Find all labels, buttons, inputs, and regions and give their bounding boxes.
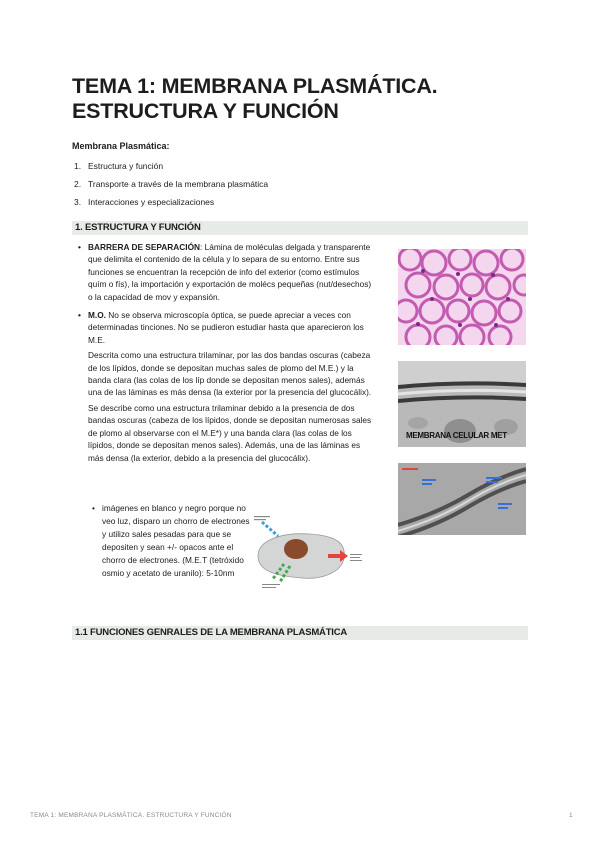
image-caption-met: MEMBRANA CELULAR MET: [406, 431, 507, 440]
toc-item: 1. Estructura y función: [74, 161, 164, 171]
toc-item: 2. Transporte a través de la membrana plasmática: [74, 179, 269, 189]
membrana-annotated-image: [398, 463, 526, 535]
section-heading-funciones: 1.1 FUNCIONES GENRALES DE LA MEMBRANA PLASMÁTICA: [72, 626, 528, 640]
page-title: [72, 74, 532, 124]
paragraph-trilaminar-1: Descrita como una estructura trilaminar, por las dos bandas oscuras (cabeza de los lípidos, donde se depositan muchas sales de plomo del M.E.) y la banda clara (las colas de los líp donde se depositan menos sales), además una de las láminas es más densa (la exterior por la presencia del glucocálix).: [88, 350, 372, 398]
intro-heading: Membrana Plasmática:: [72, 141, 170, 151]
toc-item: 3. Interacciones y especializaciones: [74, 197, 215, 207]
bullet-barrera: • BARRERA DE SEPARACIÓN: Lámina de moléculas delgada y transparente que delimita el contenido de la célula y lo separa de su entorno. Entre sus funciones se encuentran la recepción de info del exterior (como estímulos quím o fís), la importación y exportación de molécs pequeñas (nut/desechos) o la capacidad de mov y expansión.: [78, 241, 378, 303]
title-line-1: TEMA 1: MEMBRANA PLASMÁTICA.: [72, 74, 438, 98]
section-body: [78, 241, 378, 464]
paragraph-trilaminar-2: Se describe como una estructura trilaminar debido a la presencia de dos bandas oscuras (cabeza de los lípidos, donde se depositan numerosas sales de plomo al observarse con el M.E*) y una banda clara (las colas de los lípidos, donde se depositan menos sales). Además, una de las láminas es más densa (la exterior, debido a la presencia del glucocálix).: [88, 402, 372, 463]
section-heading-estructura: 1. ESTRUCTURA Y FUNCIÓN: [72, 221, 528, 235]
footer-title: TEMA 1: MEMBRANA PLASMÁTICA. ESTRUCTURA Y FUNCIÓN: [30, 812, 232, 819]
sub-bullet-imagenes: • imágenes en blanco y negro porque no veo luz, disparo un chorro de electrones y utilizo sales pesadas para que se depositen y sean +/- opacos ante el chorro de electrones. (M.E.T (tetróxido osmio y acetato de uranilo): 5-10nm: [92, 502, 252, 581]
page-number: 1: [569, 812, 573, 819]
sub-bullet-list: [92, 502, 252, 581]
title-line-2: ESTRUCTURA Y FUNCIÓN: [72, 99, 339, 123]
table-of-contents: [74, 157, 268, 211]
bullet-mo: • M.O. No se observa microscopía óptica, se puede apreciar a veces con determinadas tinciones. No se pudieron estudiar hasta que aparecieron los M.E.: [78, 309, 378, 346]
electron-beam-diagram: [252, 514, 364, 590]
histology-stain-image: [398, 249, 526, 345]
